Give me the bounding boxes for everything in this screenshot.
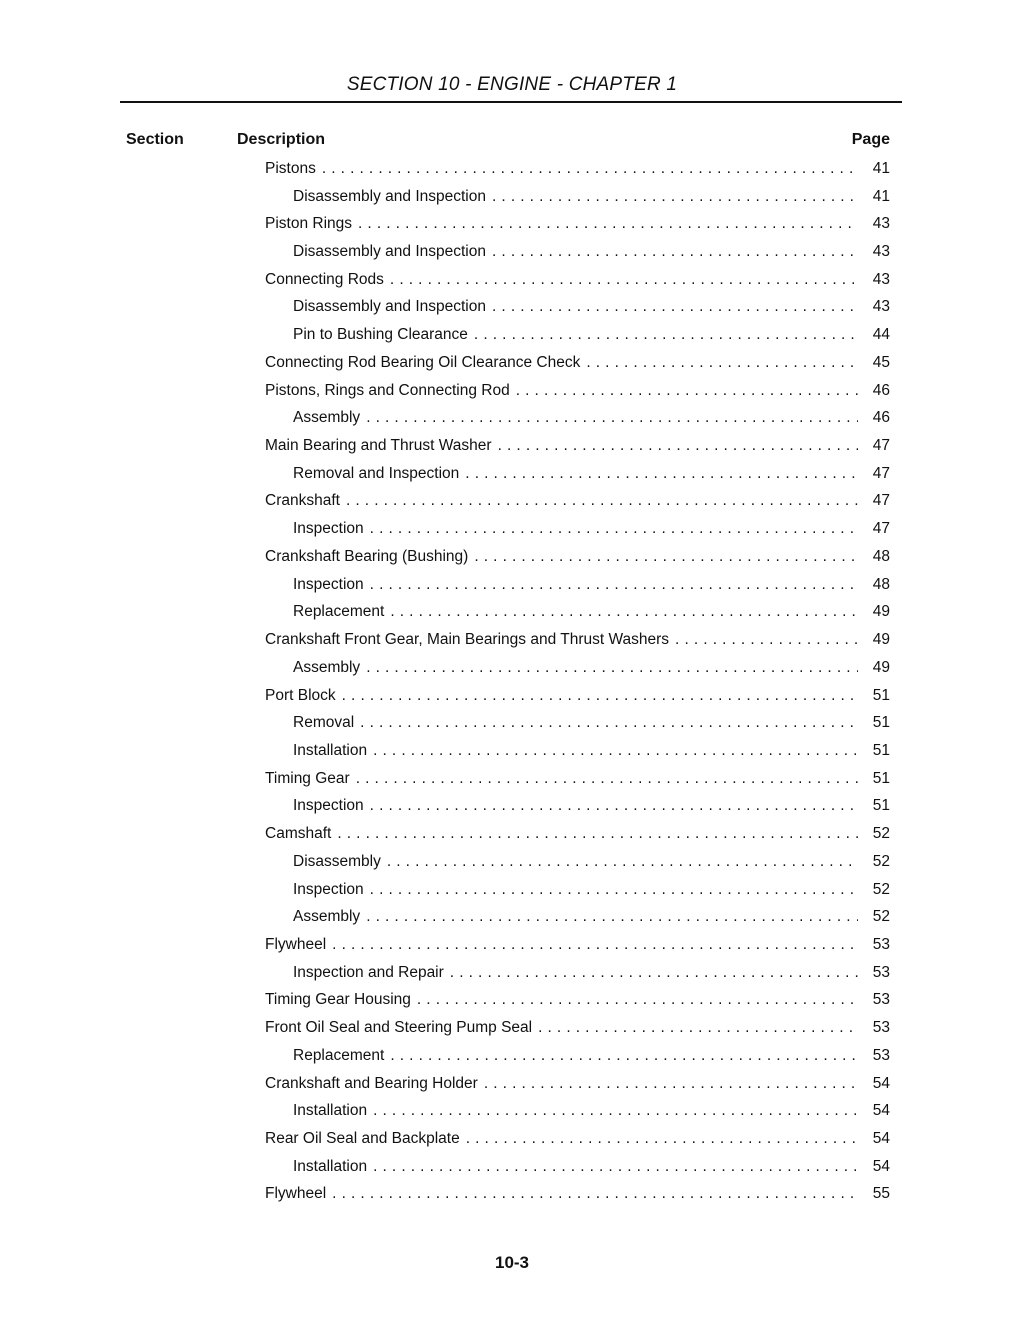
dot-leader <box>516 377 858 405</box>
toc-entry-label: Disassembly and Inspection <box>293 243 486 261</box>
toc-entry-label: Replacement <box>293 603 385 621</box>
toc-entry-page: 44 <box>872 326 890 344</box>
toc-entry-page: 52 <box>872 880 890 898</box>
toc-entry[interactable] <box>265 460 890 488</box>
toc-entry-label: Removal <box>293 714 355 732</box>
toc-entry-page: 53 <box>872 963 890 981</box>
toc-entry[interactable] <box>265 820 890 848</box>
toc-entry[interactable] <box>265 155 890 183</box>
header-divider <box>120 101 902 103</box>
toc-entry-label: Assembly <box>293 409 361 427</box>
toc-entry-page: 47 <box>872 464 890 482</box>
toc-entry-label: Crankshaft and Bearing Holder <box>265 1074 478 1092</box>
dot-leader <box>370 515 858 543</box>
toc-entry-label: Pistons <box>265 159 316 177</box>
toc-entry[interactable] <box>265 266 890 294</box>
table-of-contents <box>265 155 890 1208</box>
toc-entry-page: 51 <box>872 769 890 787</box>
dot-leader <box>675 626 858 654</box>
toc-entry[interactable] <box>265 349 890 377</box>
dot-leader <box>492 238 858 266</box>
dot-leader <box>356 765 858 793</box>
toc-entry-page: 48 <box>872 575 890 593</box>
toc-entry[interactable] <box>265 654 890 682</box>
dot-leader <box>474 543 858 571</box>
toc-entry-page: 43 <box>872 215 890 233</box>
dot-leader <box>465 460 858 488</box>
toc-entry-page: 43 <box>872 270 890 288</box>
toc-entry-page: 52 <box>872 908 890 926</box>
toc-entry[interactable] <box>265 515 890 543</box>
toc-entry-label: Main Bearing and Thrust Washer <box>265 437 492 455</box>
toc-entry-label: Assembly <box>293 908 361 926</box>
dot-leader <box>366 404 858 432</box>
toc-entry-label: Crankshaft Front Gear, Main Bearings and Thrust Washers <box>265 631 670 649</box>
dot-leader <box>370 571 858 599</box>
toc-entry[interactable] <box>265 321 890 349</box>
toc-entry-label: Replacement <box>293 1046 385 1064</box>
toc-entry-page: 46 <box>872 409 890 427</box>
toc-entry-label: Pin to Bushing Clearance <box>293 326 468 344</box>
toc-entry-page: 49 <box>872 603 890 621</box>
toc-entry-page: 51 <box>872 686 890 704</box>
toc-entry-page: 41 <box>872 187 890 205</box>
toc-entry[interactable] <box>265 238 890 266</box>
toc-entry-label: Inspection <box>293 520 364 538</box>
dot-leader <box>390 1042 858 1070</box>
dot-leader <box>370 793 858 821</box>
dot-leader <box>390 599 858 627</box>
toc-entry[interactable] <box>265 848 890 876</box>
toc-entry-page: 52 <box>872 852 890 870</box>
toc-entry-page: 53 <box>872 935 890 953</box>
toc-entry-label: Assembly <box>293 658 361 676</box>
toc-entry-label: Camshaft <box>265 825 332 843</box>
toc-entry-label: Front Oil Seal and Steering Pump Seal <box>265 1019 533 1037</box>
toc-entry[interactable] <box>265 709 890 737</box>
toc-entry[interactable] <box>265 765 890 793</box>
toc-entry-label: Installation <box>293 1102 368 1120</box>
toc-entry-page: 53 <box>872 1019 890 1037</box>
dot-leader <box>332 931 858 959</box>
toc-entry[interactable] <box>265 737 890 765</box>
toc-entry-label: Inspection <box>293 575 364 593</box>
toc-entry-page: 54 <box>872 1074 890 1092</box>
dot-leader <box>474 321 858 349</box>
toc-entry[interactable] <box>265 432 890 460</box>
dot-leader <box>358 210 858 238</box>
toc-entry-page: 43 <box>872 298 890 316</box>
toc-entry-page: 41 <box>872 159 890 177</box>
toc-entry-label: Crankshaft <box>265 492 340 510</box>
toc-entry-label: Disassembly and Inspection <box>293 187 486 205</box>
toc-entry-label: Timing Gear <box>265 769 350 787</box>
toc-entry-page: 49 <box>872 631 890 649</box>
dot-leader <box>373 737 858 765</box>
toc-entry[interactable] <box>265 377 890 405</box>
toc-entry-page: 46 <box>872 381 890 399</box>
toc-entry-label: Installation <box>293 1157 368 1175</box>
dot-leader <box>332 1181 858 1209</box>
dot-leader <box>370 876 858 904</box>
dot-leader <box>466 1125 858 1153</box>
toc-entry[interactable] <box>265 543 890 571</box>
toc-entry[interactable] <box>265 1042 890 1070</box>
dot-leader <box>366 654 858 682</box>
dot-leader <box>390 266 858 294</box>
toc-entry[interactable] <box>265 626 890 654</box>
toc-entry-page: 55 <box>872 1185 890 1203</box>
toc-entry-page: 53 <box>872 1046 890 1064</box>
toc-entry-label: Crankshaft Bearing (Bushing) <box>265 547 469 565</box>
toc-entry-page: 51 <box>872 741 890 759</box>
dot-leader <box>373 1097 858 1125</box>
toc-entry-page: 54 <box>872 1102 890 1120</box>
dot-leader <box>373 1153 858 1181</box>
toc-entry-page: 51 <box>872 714 890 732</box>
dot-leader <box>322 155 858 183</box>
toc-entry-label: Rear Oil Seal and Backplate <box>265 1130 460 1148</box>
dot-leader <box>492 294 858 322</box>
dot-leader <box>417 987 858 1015</box>
page-header-title: SECTION 10 - ENGINE - CHAPTER 1 <box>346 74 678 95</box>
page-number: 10-3 <box>494 1253 530 1272</box>
toc-entry[interactable] <box>265 682 890 710</box>
toc-entry-label: Disassembly <box>293 852 381 870</box>
toc-entry[interactable] <box>265 987 890 1015</box>
toc-entry-page: 52 <box>872 825 890 843</box>
toc-entry[interactable] <box>265 1070 890 1098</box>
toc-entry-label: Inspection and Repair <box>293 963 444 981</box>
dot-leader <box>387 848 858 876</box>
toc-entry[interactable] <box>265 1153 890 1181</box>
toc-entry-label: Piston Rings <box>265 215 353 233</box>
column-header-section: Section <box>126 131 184 148</box>
dot-leader <box>484 1070 858 1098</box>
dot-leader <box>492 183 858 211</box>
dot-leader <box>366 903 858 931</box>
column-header-page: Page <box>851 131 890 148</box>
toc-entry-label: Pistons, Rings and Connecting Rod <box>265 381 510 399</box>
toc-entry-label: Inspection <box>293 880 364 898</box>
toc-entry-page: 48 <box>872 547 890 565</box>
dot-leader <box>450 959 858 987</box>
toc-entry[interactable] <box>265 571 890 599</box>
toc-entry-page: 47 <box>872 520 890 538</box>
toc-entry[interactable] <box>265 959 890 987</box>
toc-entry-label: Installation <box>293 741 368 759</box>
column-header-description: Description <box>237 131 326 148</box>
dot-leader <box>538 1014 858 1042</box>
toc-entry-label: Flywheel <box>265 1185 327 1203</box>
toc-entry[interactable] <box>265 876 890 904</box>
toc-entry[interactable] <box>265 294 890 322</box>
toc-entry[interactable] <box>265 183 890 211</box>
toc-entry[interactable] <box>265 903 890 931</box>
toc-entry[interactable] <box>265 1125 890 1153</box>
toc-entry[interactable] <box>265 1097 890 1125</box>
toc-entry-label: Timing Gear Housing <box>265 991 411 1009</box>
toc-entry[interactable] <box>265 488 890 516</box>
dot-leader <box>337 820 858 848</box>
toc-entry-page: 54 <box>872 1130 890 1148</box>
toc-entry-page: 49 <box>872 658 890 676</box>
toc-entry-page: 43 <box>872 243 890 261</box>
toc-entry-page: 47 <box>872 437 890 455</box>
toc-entry-label: Disassembly and Inspection <box>293 298 486 316</box>
toc-entry-label: Port Block <box>265 686 336 704</box>
toc-entry-label: Connecting Rods <box>265 270 384 288</box>
toc-entry[interactable] <box>265 931 890 959</box>
dot-leader <box>360 709 858 737</box>
toc-entry-page: 54 <box>872 1157 890 1175</box>
toc-entry-page: 47 <box>872 492 890 510</box>
toc-entry-page: 51 <box>872 797 890 815</box>
toc-entry-label: Connecting Rod Bearing Oil Clearance Check <box>265 353 581 371</box>
toc-entry[interactable] <box>265 599 890 627</box>
toc-entry-page: 45 <box>872 353 890 371</box>
toc-entry-label: Flywheel <box>265 935 327 953</box>
dot-leader <box>586 349 858 377</box>
toc-entry-label: Inspection <box>293 797 364 815</box>
dot-leader <box>346 488 858 516</box>
toc-entry-page: 53 <box>872 991 890 1009</box>
toc-entry[interactable] <box>265 1181 890 1209</box>
toc-entry[interactable] <box>265 793 890 821</box>
toc-entry[interactable] <box>265 404 890 432</box>
dot-leader <box>498 432 858 460</box>
toc-entry[interactable] <box>265 210 890 238</box>
toc-entry-label: Removal and Inspection <box>293 464 460 482</box>
dot-leader <box>342 682 858 710</box>
toc-entry[interactable] <box>265 1014 890 1042</box>
